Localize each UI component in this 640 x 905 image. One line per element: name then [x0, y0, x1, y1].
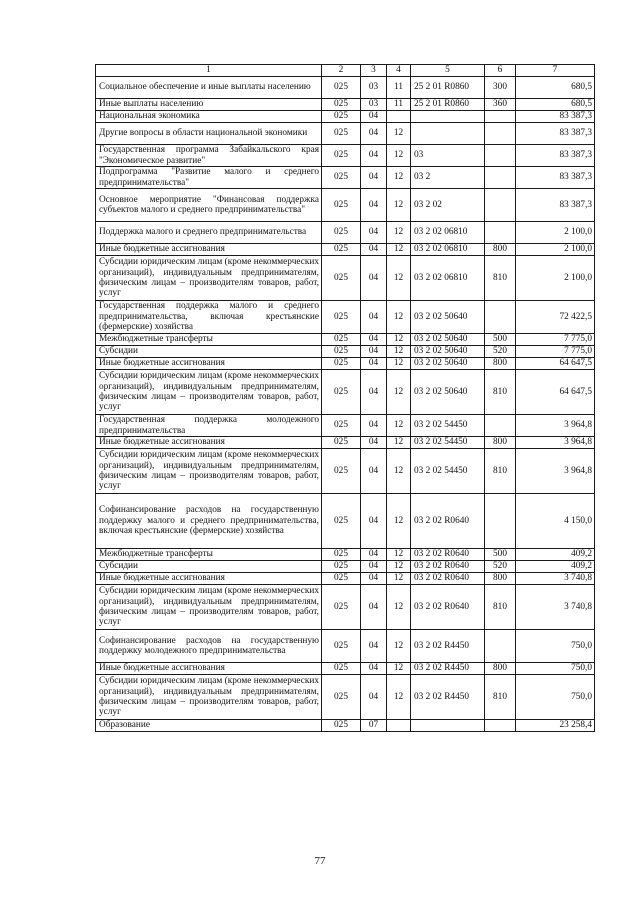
table-row	[96, 145, 595, 167]
table-row	[96, 415, 595, 437]
table-row	[96, 449, 595, 494]
row-expense-type: 520	[485, 346, 516, 358]
row-name: Государственная поддержка молодежного предпринимательства	[96, 415, 322, 437]
row-target-article: 03 2 02 54450	[411, 437, 485, 449]
row-section: 04	[361, 437, 387, 449]
budget-table	[95, 64, 595, 732]
table-row	[96, 256, 595, 301]
row-expense-type: 800	[485, 573, 516, 585]
row-expense-type: 500	[485, 549, 516, 561]
row-name: Иные бюджетные ассигнования	[96, 358, 322, 370]
row-section: 04	[361, 370, 387, 415]
row-amount: 23 258,4	[516, 720, 595, 732]
row-expense-type	[485, 630, 516, 663]
row-expense-type: 810	[485, 675, 516, 720]
row-chapter: 025	[322, 123, 361, 145]
row-expense-type: 800	[485, 244, 516, 256]
row-expense-type: 800	[485, 437, 516, 449]
row-section: 04	[361, 111, 387, 123]
row-target-article: 03 2 02 R0640	[411, 549, 485, 561]
row-target-article: 03 2 02 R0640	[411, 561, 485, 573]
row-amount: 409,2	[516, 549, 595, 561]
table-row	[96, 561, 595, 573]
row-amount: 750,0	[516, 663, 595, 675]
row-name: Софинансирование расходов на государственную поддержку малого и среднего предпринимательства, включая крестьянские (фермерские) хозяйства	[96, 494, 322, 549]
row-section: 04	[361, 167, 387, 189]
row-amount: 3 740,8	[516, 573, 595, 585]
row-section: 04	[361, 145, 387, 167]
row-name: Национальная экономика	[96, 111, 322, 123]
row-amount: 4 150,0	[516, 494, 595, 549]
row-name: Поддержка малого и среднего предпринимательства	[96, 222, 322, 244]
header-cell-6: 6	[485, 65, 516, 77]
row-chapter: 025	[322, 573, 361, 585]
row-amount: 83 387,3	[516, 111, 595, 123]
row-amount: 750,0	[516, 630, 595, 663]
table-row	[96, 99, 595, 111]
table-row	[96, 111, 595, 123]
row-subsection: 12	[387, 437, 411, 449]
row-subsection: 12	[387, 222, 411, 244]
row-target-article: 03 2 02 50640	[411, 346, 485, 358]
row-subsection: 12	[387, 494, 411, 549]
row-amount: 72 422,5	[516, 301, 595, 334]
row-section: 04	[361, 244, 387, 256]
row-expense-type	[485, 123, 516, 145]
row-name: Иные бюджетные ассигнования	[96, 573, 322, 585]
row-chapter: 025	[322, 549, 361, 561]
row-subsection: 12	[387, 675, 411, 720]
row-subsection: 12	[387, 415, 411, 437]
row-chapter: 025	[322, 630, 361, 663]
row-name: Субсидии юридическим лицам (кроме некоммерческих организаций), индивидуальным предпринимателям, физическим лицам – производителям товаров, работ, услуг	[96, 256, 322, 301]
row-amount: 3 740,8	[516, 585, 595, 630]
row-subsection: 12	[387, 663, 411, 675]
row-target-article: 03 2 02 R0640	[411, 585, 485, 630]
row-section: 04	[361, 123, 387, 145]
table-row	[96, 437, 595, 449]
row-subsection: 12	[387, 346, 411, 358]
row-chapter: 025	[322, 167, 361, 189]
row-expense-type: 800	[485, 663, 516, 675]
row-chapter: 025	[322, 77, 361, 99]
row-section: 04	[361, 358, 387, 370]
table-row	[96, 549, 595, 561]
table-row	[96, 573, 595, 585]
row-expense-type	[485, 494, 516, 549]
row-subsection: 11	[387, 77, 411, 99]
row-section: 04	[361, 415, 387, 437]
header-cell-5: 5	[411, 65, 485, 77]
row-subsection: 12	[387, 370, 411, 415]
row-amount: 2 100,0	[516, 222, 595, 244]
header-cell-1: 1	[96, 65, 322, 77]
row-amount: 83 387,3	[516, 145, 595, 167]
row-chapter: 025	[322, 663, 361, 675]
row-name: Субсидии юридическим лицам (кроме некоммерческих организаций), индивидуальным предпринимателям, физическим лицам – производителям товаров, работ, услуг	[96, 449, 322, 494]
row-name: Субсидии	[96, 561, 322, 573]
table-row	[96, 585, 595, 630]
row-name: Субсидии	[96, 346, 322, 358]
row-target-article	[411, 720, 485, 732]
row-name: Образование	[96, 720, 322, 732]
row-expense-type: 520	[485, 561, 516, 573]
table-row	[96, 189, 595, 222]
row-chapter: 025	[322, 720, 361, 732]
table-row	[96, 301, 595, 334]
row-section: 04	[361, 549, 387, 561]
header-cell-4: 4	[387, 65, 411, 77]
row-subsection: 12	[387, 167, 411, 189]
row-amount: 7 775,0	[516, 346, 595, 358]
row-subsection: 12	[387, 256, 411, 301]
row-amount: 64 647,5	[516, 370, 595, 415]
table-row	[96, 346, 595, 358]
row-name: Межбюджетные трансферты	[96, 549, 322, 561]
row-amount: 3 964,8	[516, 437, 595, 449]
row-amount: 7 775,0	[516, 334, 595, 346]
row-section: 04	[361, 585, 387, 630]
row-expense-type: 300	[485, 77, 516, 99]
row-chapter: 025	[322, 561, 361, 573]
row-name: Подпрограмма "Развитие малого и среднего предпринимательства"	[96, 167, 322, 189]
table-row	[96, 663, 595, 675]
row-chapter: 025	[322, 301, 361, 334]
row-target-article: 03 2 02 R4450	[411, 663, 485, 675]
row-subsection: 12	[387, 573, 411, 585]
row-chapter: 025	[322, 494, 361, 549]
header-cell-7: 7	[516, 65, 595, 77]
row-expense-type: 500	[485, 334, 516, 346]
row-target-article: 25 2 01 R0860	[411, 77, 485, 99]
row-chapter: 025	[322, 222, 361, 244]
row-section: 04	[361, 561, 387, 573]
row-subsection: 12	[387, 630, 411, 663]
row-chapter: 025	[322, 415, 361, 437]
row-name: Иные бюджетные ассигнования	[96, 663, 322, 675]
row-expense-type	[485, 301, 516, 334]
row-target-article: 03 2 02 R4450	[411, 675, 485, 720]
row-name: Другие вопросы в области национальной экономики	[96, 123, 322, 145]
row-chapter: 025	[322, 370, 361, 415]
row-target-article: 03 2 02 06810	[411, 244, 485, 256]
row-expense-type	[485, 189, 516, 222]
row-chapter: 025	[322, 437, 361, 449]
row-name: Государственная программа Забайкальского края "Экономическое развитие"	[96, 145, 322, 167]
row-target-article: 03	[411, 145, 485, 167]
row-amount: 3 964,8	[516, 415, 595, 437]
row-subsection: 12	[387, 585, 411, 630]
row-target-article	[411, 123, 485, 145]
row-section: 04	[361, 346, 387, 358]
row-target-article: 03 2 02 54450	[411, 415, 485, 437]
row-chapter: 025	[322, 111, 361, 123]
row-amount: 64 647,5	[516, 358, 595, 370]
row-expense-type	[485, 720, 516, 732]
row-expense-type	[485, 415, 516, 437]
row-target-article: 03 2 02 R0640	[411, 573, 485, 585]
row-expense-type: 810	[485, 585, 516, 630]
row-target-article: 03 2	[411, 167, 485, 189]
row-section: 04	[361, 494, 387, 549]
row-target-article: 25 2 01 R0860	[411, 99, 485, 111]
row-section: 04	[361, 573, 387, 585]
row-amount: 409,2	[516, 561, 595, 573]
row-target-article: 03 2 02 50640	[411, 334, 485, 346]
row-subsection: 11	[387, 99, 411, 111]
row-section: 04	[361, 334, 387, 346]
row-section: 03	[361, 99, 387, 111]
row-amount: 2 100,0	[516, 256, 595, 301]
row-expense-type: 800	[485, 358, 516, 370]
row-name: Субсидии юридическим лицам (кроме некоммерческих организаций), индивидуальным предпринимателям, физическим лицам – производителям товаров, работ, услуг	[96, 675, 322, 720]
row-amount: 3 964,8	[516, 449, 595, 494]
row-subsection: 12	[387, 334, 411, 346]
row-expense-type	[485, 145, 516, 167]
row-target-article	[411, 111, 485, 123]
row-chapter: 025	[322, 334, 361, 346]
row-amount: 680,5	[516, 77, 595, 99]
row-subsection: 12	[387, 449, 411, 494]
row-name: Социальное обеспечение и иные выплаты населению	[96, 77, 322, 99]
row-target-article: 03 2 02 R4450	[411, 630, 485, 663]
table-row	[96, 370, 595, 415]
table-row	[96, 630, 595, 663]
row-target-article: 03 2 02 54450	[411, 449, 485, 494]
row-section: 04	[361, 630, 387, 663]
row-target-article: 03 2 02 50640	[411, 358, 485, 370]
row-chapter: 025	[322, 189, 361, 222]
table-row	[96, 167, 595, 189]
row-subsection: 12	[387, 145, 411, 167]
row-expense-type	[485, 222, 516, 244]
row-expense-type: 360	[485, 99, 516, 111]
row-target-article: 03 2 02	[411, 189, 485, 222]
row-amount: 83 387,3	[516, 189, 595, 222]
row-target-article: 03 2 02 R0640	[411, 494, 485, 549]
table-row	[96, 222, 595, 244]
row-name: Государственная поддержка малого и среднего предпринимательства, включая крестьянские (фермерские) хозяйства	[96, 301, 322, 334]
row-section: 07	[361, 720, 387, 732]
row-chapter: 025	[322, 675, 361, 720]
row-subsection: 12	[387, 189, 411, 222]
row-target-article: 03 2 02 50640	[411, 370, 485, 415]
table-row	[96, 358, 595, 370]
row-section: 04	[361, 675, 387, 720]
header-cell-3: 3	[361, 65, 387, 77]
table-row	[96, 244, 595, 256]
row-amount: 750,0	[516, 675, 595, 720]
row-target-article: 03 2 02 06810	[411, 256, 485, 301]
row-subsection: 12	[387, 358, 411, 370]
row-expense-type: 810	[485, 256, 516, 301]
row-name: Иные бюджетные ассигнования	[96, 244, 322, 256]
row-subsection: 12	[387, 561, 411, 573]
row-target-article: 03 2 02 06810	[411, 222, 485, 244]
row-expense-type	[485, 167, 516, 189]
row-amount: 680,5	[516, 99, 595, 111]
row-target-article: 03 2 02 50640	[411, 301, 485, 334]
table-row	[96, 334, 595, 346]
row-section: 04	[361, 301, 387, 334]
row-subsection	[387, 720, 411, 732]
row-chapter: 025	[322, 449, 361, 494]
table-row	[96, 720, 595, 732]
table-row	[96, 77, 595, 99]
row-chapter: 025	[322, 244, 361, 256]
table-body	[96, 65, 595, 732]
page-number: 77	[314, 855, 326, 867]
header-cell-2: 2	[322, 65, 361, 77]
row-name: Иные выплаты населению	[96, 99, 322, 111]
row-amount: 83 387,3	[516, 167, 595, 189]
row-chapter: 025	[322, 346, 361, 358]
row-expense-type: 810	[485, 449, 516, 494]
row-amount: 83 387,3	[516, 123, 595, 145]
row-name: Субсидии юридическим лицам (кроме некоммерческих организаций), индивидуальным предпринимателям, физическим лицам – производителям товаров, работ, услуг	[96, 370, 322, 415]
row-name: Софинансирование расходов на государственную поддержку молодежного предпринимательства	[96, 630, 322, 663]
row-expense-type: 810	[485, 370, 516, 415]
row-chapter: 025	[322, 99, 361, 111]
row-name: Субсидии юридическим лицам (кроме некоммерческих организаций), индивидуальным предпринимателям, физическим лицам – производителям товаров, работ, услуг	[96, 585, 322, 630]
row-chapter: 025	[322, 145, 361, 167]
row-section: 04	[361, 663, 387, 675]
row-amount: 2 100,0	[516, 244, 595, 256]
row-section: 04	[361, 222, 387, 244]
row-chapter: 025	[322, 358, 361, 370]
table-row	[96, 123, 595, 145]
table-row	[96, 494, 595, 549]
row-subsection: 12	[387, 123, 411, 145]
table-row	[96, 675, 595, 720]
header-row	[96, 65, 595, 77]
row-section: 04	[361, 256, 387, 301]
row-name: Межбюджетные трансферты	[96, 334, 322, 346]
row-subsection: 12	[387, 244, 411, 256]
row-subsection	[387, 111, 411, 123]
row-chapter: 025	[322, 585, 361, 630]
row-subsection: 12	[387, 549, 411, 561]
row-section: 04	[361, 189, 387, 222]
row-section: 03	[361, 77, 387, 99]
row-section: 04	[361, 449, 387, 494]
row-chapter: 025	[322, 256, 361, 301]
row-subsection: 12	[387, 301, 411, 334]
row-name: Основное мероприятие "Финансовая поддержка субъектов малого и среднего предпринимательства"	[96, 189, 322, 222]
row-expense-type	[485, 111, 516, 123]
row-name: Иные бюджетные ассигнования	[96, 437, 322, 449]
